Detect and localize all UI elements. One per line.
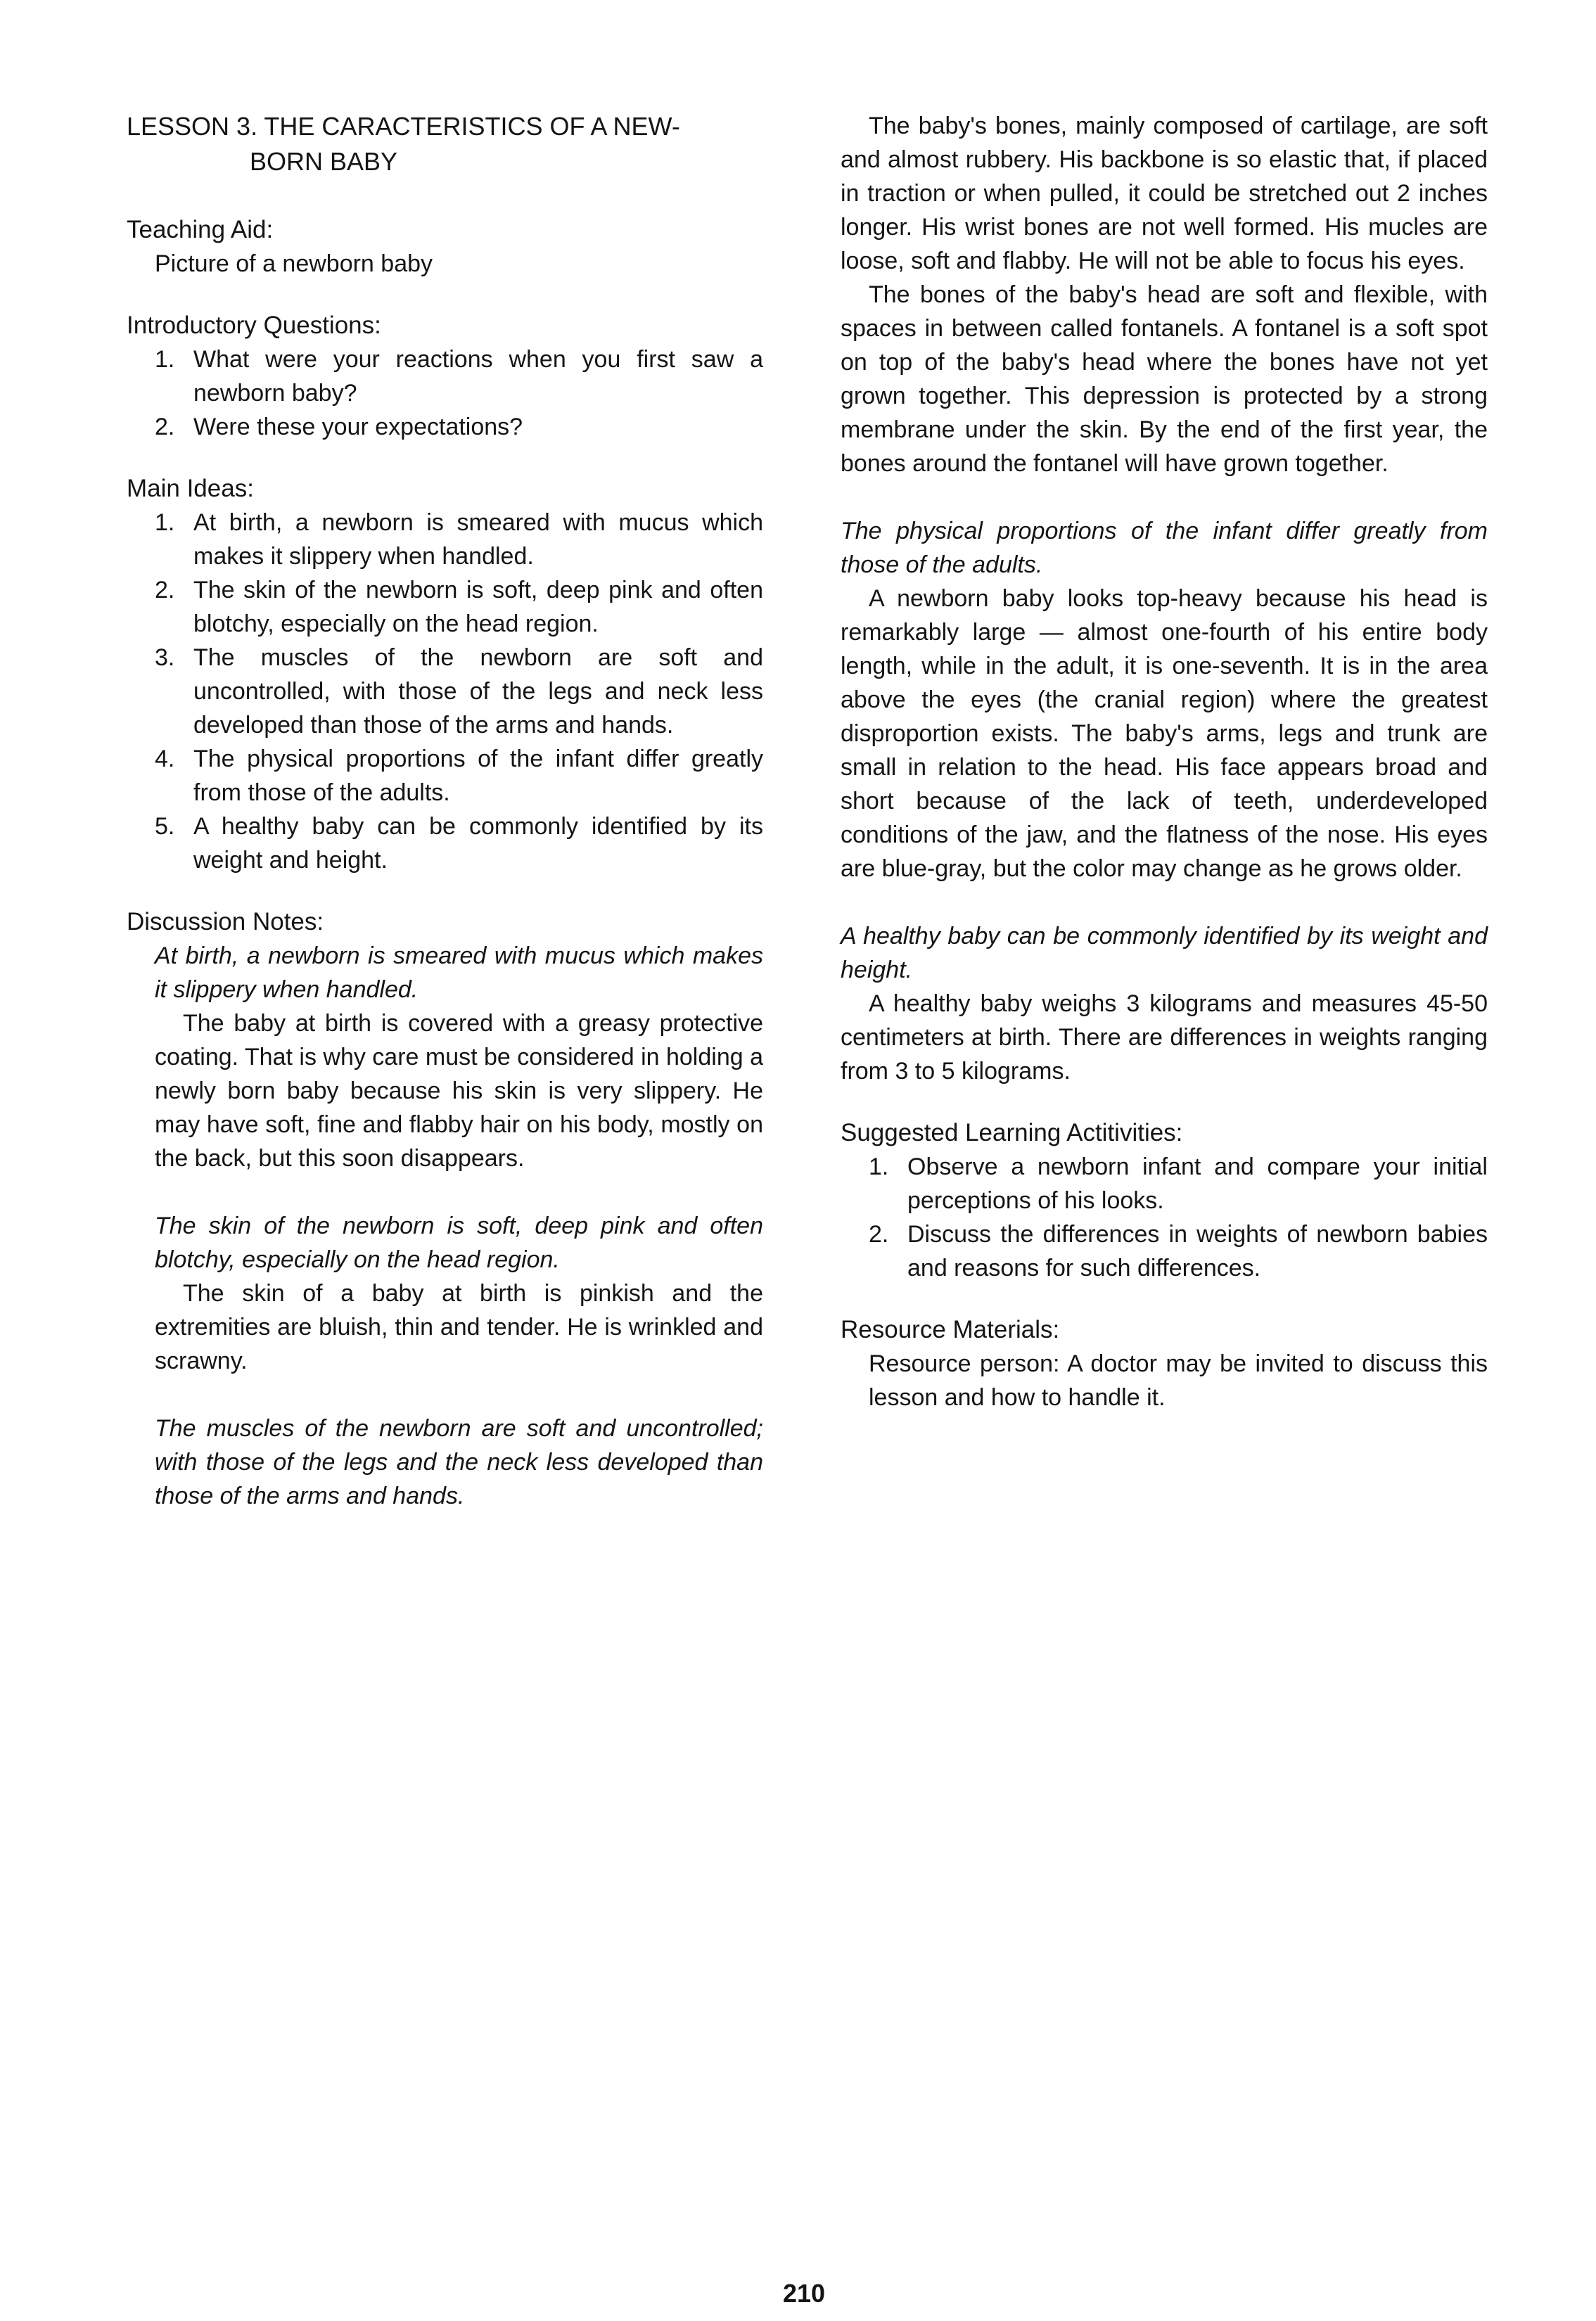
resource-materials-heading: Resource Materials: [841,1316,1060,1343]
list-item-text: The skin of the newborn is soft, deep pink and often blotchy, especially on the head region. [193,577,763,637]
list-item-text: The physical proportions of the infant differ greatly from those of the adults. [193,746,763,806]
main-ideas-list [127,506,763,877]
list-item [841,1217,1488,1285]
page-number: 210 [783,2279,826,2308]
list-item-number: 3. [155,644,175,671]
discussion-notes-heading: Discussion Notes: [127,908,324,935]
list-item-text: Observe a newborn infant and compare your initial perceptions of his looks. [907,1153,1488,1214]
list-item-text: A healthy baby can be commonly identified by its weight and height. [193,813,763,874]
list-item-number: 2. [155,414,175,440]
teaching-aid-text: Picture of a newborn baby [155,250,433,277]
left-column [127,109,763,1513]
list-item [127,506,763,573]
list-item-text: Were these your expectations? [193,414,523,440]
discussion-section-body: The skin of a baby at birth is pinkish and the extremities are bluish, thin and tender. He is wrinkled and scrawny. [155,1280,763,1374]
list-item [127,343,763,410]
lesson-title [127,109,763,179]
list-item-text: Discuss the differences in weights of newborn babies and reasons for such differences. [907,1221,1488,1281]
list-item-number: 5. [155,813,175,840]
list-item [841,1150,1488,1217]
proportions-body: A newborn baby looks top-heavy because his head is remarkably large — almost one-fourth of his entire body length, while in the adult, it is one-seventh. It is in the area above the eyes (the cranial region) where the greatest disproportion exists. The baby's arms, legs and trunk are small in relation to the head. His face appears broad and short because of the lack of teeth, underdeveloped conditions of the jaw, and the flatness of the nose. His eyes are blue-gray, but the color may change as he grows older. [841,585,1488,882]
list-item-number: 4. [155,746,175,772]
list-item-number: 1. [869,1153,889,1180]
list-item-number: 2. [155,577,175,603]
list-item-number: 1. [155,346,175,373]
bones-paragraph: The baby's bones, mainly composed of cartilage, are soft and almost rubbery. His backbone is so elastic that, if placed in traction or when pulled, it could be stretched out 2 inches longer. His wrist bones are not well formed. His mucles are loose, soft and flabby. He will not be able to focus his eyes. [841,113,1488,274]
list-item [127,810,763,877]
suggested-activities-list [841,1150,1488,1285]
list-item [127,742,763,810]
lesson-title-line2: BORN BABY [250,147,398,176]
introductory-questions-list [127,343,763,444]
list-item [127,573,763,641]
fontanel-paragraph: The bones of the baby's head are soft and flexible, with spaces in between called fontanels. A fontanel is a soft spot on top of the baby's head where the bones have not yet grown together. This depression is protected by a strong membrane under the skin. By the end of the first year, the bones around the fontanel will have grown together. [841,281,1488,477]
list-item [127,410,763,444]
discussion-section-title: The muscles of the newborn are soft and uncontrolled; with those of the legs and the neck less developed than those of the arms and hands. [155,1415,763,1509]
healthy-title: A healthy baby can be commonly identified by its weight and height. [841,923,1488,983]
right-column [841,109,1488,1414]
discussion-section-title: The skin of the newborn is soft, deep pink and often blotchy, especially on the head region. [155,1213,763,1273]
list-item-text: The muscles of the newborn are soft and uncontrolled, with those of the legs and neck less developed than those of the arms and hands. [193,644,763,738]
main-ideas-heading: Main Ideas: [127,475,254,502]
introductory-questions-heading: Introductory Questions: [127,312,381,339]
list-item-text: What were your reactions when you first saw a newborn baby? [193,346,763,407]
list-item-number: 1. [155,509,175,536]
resource-materials-text: Resource person: A doctor may be invited to discuss this lesson and how to handle it. [869,1350,1488,1411]
proportions-title: The physical proportions of the infant differ greatly from those of the adults. [841,518,1488,578]
lesson-title-line1: LESSON 3. THE CARACTERISTICS OF A NEW- [127,112,680,141]
suggested-activities-heading: Suggested Learning Actitivities: [841,1119,1183,1146]
discussion-section-title: At birth, a newborn is smeared with mucus which makes it slippery when handled. [155,942,763,1003]
list-item-text: At birth, a newborn is smeared with mucus which makes it slippery when handled. [193,509,763,570]
list-item [127,641,763,742]
list-item-number: 2. [869,1221,889,1248]
teaching-aid-heading: Teaching Aid: [127,216,274,243]
discussion-section-body: The baby at birth is covered with a greasy protective coating. That is why care must be considered in holding a newly born baby because his skin is very slippery. He may have soft, fine and flabby hair on his body, mostly on the back, but this soon disappears. [155,1010,763,1172]
healthy-body: A healthy baby weighs 3 kilograms and measures 45-50 centimeters at birth. There are differences in weights ranging from 3 to 5 kilograms. [841,990,1488,1085]
